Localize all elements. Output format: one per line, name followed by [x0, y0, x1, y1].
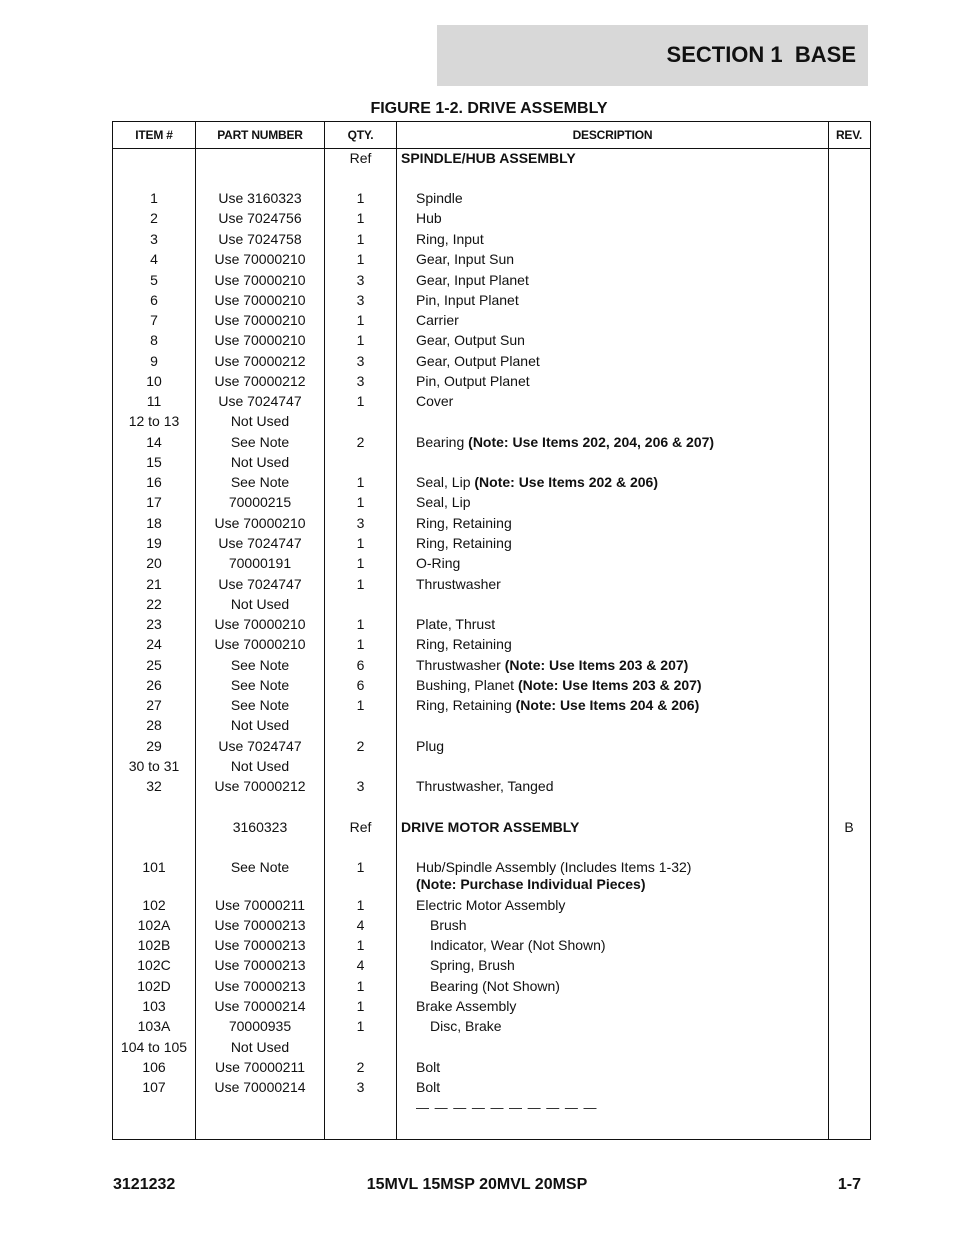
item-number-cell: 1 — [150, 190, 158, 206]
table-row — [113, 373, 870, 389]
table-row — [113, 190, 870, 206]
description-cell — [416, 393, 453, 409]
item-number-cell: 32 — [146, 778, 162, 794]
table-row — [113, 596, 870, 612]
table-row — [113, 393, 870, 409]
qty-cell: 2 — [356, 1059, 365, 1075]
item-number-cell: 28 — [146, 717, 162, 733]
description-cell — [416, 494, 470, 510]
description-text: Cover — [416, 393, 454, 409]
part-number-cell: Use 70000210 — [214, 616, 306, 632]
description-note: (Note: Use Items 202 & 206) — [474, 474, 659, 490]
part-number-cell: Use 70000213 — [214, 957, 306, 973]
description-text: Indicator, Wear (Not Shown) — [430, 937, 606, 953]
qty-cell: 1 — [356, 937, 365, 953]
description-text: Brake Assembly — [416, 998, 517, 1014]
part-number-cell: Use 70000210 — [214, 292, 306, 308]
item-number-cell: 106 — [142, 1059, 166, 1075]
table-row — [113, 937, 870, 953]
item-number-cell: 18 — [146, 515, 162, 531]
qty-cell: 4 — [356, 957, 365, 973]
description-cell — [416, 616, 495, 632]
table-row — [113, 494, 870, 510]
description-cell — [401, 819, 579, 835]
table-row — [113, 251, 870, 267]
qty-cell: 1 — [356, 978, 365, 994]
table-row — [113, 758, 870, 774]
description-text: Ring, Retaining — [416, 515, 512, 531]
description-text: Brush — [430, 917, 467, 933]
part-number-cell: Use 70000213 — [214, 937, 306, 953]
description-cell — [416, 515, 512, 531]
description-text: Bolt — [416, 1059, 441, 1075]
description-text: O-Ring — [416, 555, 461, 571]
qty-cell: 1 — [356, 393, 365, 409]
table-row — [113, 897, 870, 913]
part-number-cell: See Note — [230, 859, 290, 875]
part-number-cell: Not Used — [230, 1039, 290, 1055]
part-number-cell: 3160323 — [232, 819, 288, 835]
description-text: Ring, Input — [416, 231, 484, 247]
column-header-part-number: PART NUMBER — [217, 128, 303, 142]
section-header-box — [437, 25, 868, 86]
item-number-cell: 103A — [137, 1018, 171, 1034]
item-number-cell: 102C — [137, 957, 171, 973]
part-number-cell: Use 70000211 — [214, 1059, 306, 1075]
qty-cell: 1 — [356, 998, 365, 1014]
description-cell — [416, 738, 444, 754]
item-number-cell: 23 — [146, 616, 162, 632]
description-cell — [416, 373, 530, 389]
description-text: Plug — [416, 738, 445, 754]
description-text: Pin, Input Planet — [416, 292, 519, 308]
table-row — [113, 272, 870, 288]
table-row — [113, 353, 870, 369]
item-number-cell: 26 — [146, 677, 162, 693]
description-cell — [430, 957, 515, 973]
description-text: Thrustwasher, Tanged — [416, 778, 554, 794]
item-number-cell: 104 to 105 — [120, 1039, 188, 1055]
item-number-cell: 6 — [150, 292, 158, 308]
description-cell — [416, 312, 459, 328]
description-cell — [416, 636, 512, 652]
table-row — [113, 957, 870, 973]
description-cell — [416, 576, 501, 592]
qty-cell: 1 — [356, 312, 365, 328]
description-text: Plate, Thrust — [416, 616, 496, 632]
description-cell — [416, 657, 688, 673]
part-number-cell: Not Used — [230, 413, 290, 429]
description-note-line: (Note: Purchase Individual Pieces) — [416, 876, 646, 892]
qty-cell: 3 — [356, 292, 365, 308]
rev-cell: B — [844, 819, 854, 835]
item-number-cell: 16 — [146, 474, 162, 490]
column-header-qty: QTY. — [347, 128, 374, 142]
part-number-cell: Use 70000213 — [214, 917, 306, 933]
description-text: Thrustwasher — [416, 657, 505, 673]
table-row — [113, 819, 870, 835]
qty-cell: 1 — [356, 210, 365, 226]
description-text: Electric Motor Assembly — [416, 897, 566, 913]
description-cell — [416, 272, 529, 288]
footer-page-number: 1-7 — [837, 1176, 861, 1193]
item-number-cell: 102 — [142, 897, 166, 913]
description-text: Seal, Lip — [416, 474, 475, 490]
description-text: DRIVE MOTOR ASSEMBLY — [401, 819, 580, 835]
description-cell — [416, 210, 442, 226]
part-number-cell: 70000935 — [228, 1018, 292, 1034]
item-number-cell: 4 — [150, 251, 158, 267]
item-number-cell: 11 — [146, 393, 162, 409]
table-row — [113, 292, 870, 308]
description-cell — [416, 677, 702, 693]
table-row — [113, 454, 870, 470]
table-row — [113, 515, 870, 531]
table-row — [113, 1059, 870, 1075]
description-cell — [430, 937, 606, 953]
qty-cell: 4 — [356, 917, 365, 933]
item-number-cell: 5 — [150, 272, 158, 288]
item-number-cell: 22 — [146, 596, 162, 612]
table-row — [113, 555, 870, 571]
item-number-cell: 20 — [146, 555, 162, 571]
qty-cell: 1 — [356, 697, 365, 713]
qty-cell: Ref — [349, 819, 372, 835]
description-text: Ring, Retaining — [416, 535, 512, 551]
description-cell — [416, 535, 512, 551]
description-text: Hub — [416, 210, 442, 226]
description-cell — [430, 978, 560, 994]
item-number-cell: 103 — [142, 998, 166, 1014]
table-row — [113, 677, 870, 693]
table-row — [113, 917, 870, 933]
item-number-cell: 14 — [146, 434, 162, 450]
part-number-cell: See Note — [230, 657, 290, 673]
item-number-cell: 27 — [146, 697, 162, 713]
part-number-cell: Use 70000211 — [214, 897, 306, 913]
description-cell — [416, 859, 691, 875]
description-cell — [430, 917, 467, 933]
item-number-cell: 15 — [146, 454, 162, 470]
item-number-cell: 10 — [146, 373, 162, 389]
qty-cell: 1 — [356, 535, 365, 551]
description-text: Pin, Output Planet — [416, 373, 530, 389]
description-text: Bearing — [416, 434, 469, 450]
description-text: Carrier — [416, 312, 459, 328]
table-row — [113, 978, 870, 994]
item-number-cell: 19 — [146, 535, 162, 551]
item-number-cell: 102A — [137, 917, 171, 933]
qty-cell: 3 — [356, 373, 365, 389]
end-of-list-dashes: — — — — — — — — — — — [416, 1100, 598, 1115]
table-row — [113, 859, 870, 892]
description-note: (Note: Use Items 203 & 207) — [517, 677, 702, 693]
qty-cell: 1 — [356, 1018, 365, 1034]
table-row — [113, 210, 870, 226]
qty-cell: 1 — [356, 636, 365, 652]
table-row — [113, 778, 870, 794]
part-number-cell: Use 7024758 — [218, 231, 302, 247]
part-number-cell: Use 7024756 — [218, 210, 302, 226]
item-number-cell: 24 — [146, 636, 162, 652]
table-row — [113, 312, 870, 328]
parts-table — [112, 121, 871, 1140]
part-number-cell: Use 70000212 — [214, 373, 306, 389]
qty-cell: 1 — [356, 555, 365, 571]
figure-title: FIGURE 1-2. DRIVE ASSEMBLY — [370, 100, 608, 117]
description-cell — [416, 251, 514, 267]
item-number-cell: 21 — [146, 576, 162, 592]
description-cell — [416, 434, 714, 450]
description-text: Gear, Input Planet — [416, 272, 529, 288]
description-cell — [416, 998, 516, 1014]
table-row — [113, 1018, 870, 1034]
qty-cell: 3 — [356, 272, 365, 288]
qty-cell: 1 — [356, 190, 365, 206]
table-row — [113, 474, 870, 490]
part-number-cell: Not Used — [230, 596, 290, 612]
qty-cell: 1 — [356, 332, 365, 348]
table-row — [113, 998, 870, 1014]
item-number-cell: 102B — [137, 937, 171, 953]
qty-cell: 1 — [356, 576, 365, 592]
item-number-cell: 8 — [150, 332, 158, 348]
column-header-description: DESCRIPTION — [572, 128, 653, 142]
item-number-cell: 30 to 31 — [128, 758, 180, 774]
item-number-cell: 7 — [150, 312, 158, 328]
part-number-cell: See Note — [230, 474, 290, 490]
qty-cell: 1 — [356, 616, 365, 632]
header-divider — [113, 148, 870, 149]
part-number-cell: See Note — [230, 434, 290, 450]
footer-models: 15MVL 15MSP 20MVL 20MSP — [366, 1176, 588, 1193]
description-text: Ring, Retaining — [416, 697, 516, 713]
description-cell — [416, 231, 484, 247]
item-number-cell: 9 — [150, 353, 158, 369]
part-number-cell: Use 70000214 — [214, 1079, 306, 1095]
description-cell — [416, 292, 519, 308]
part-number-cell: See Note — [230, 677, 290, 693]
qty-cell: 2 — [356, 434, 365, 450]
item-number-cell: 25 — [146, 657, 162, 673]
qty-cell: 1 — [356, 251, 365, 267]
part-number-cell: Use 7024747 — [218, 393, 302, 409]
part-number-cell: Not Used — [230, 758, 290, 774]
description-text: Bolt — [416, 1079, 441, 1095]
column-header-item: ITEM # — [135, 128, 173, 142]
description-text: Thrustwasher — [416, 576, 501, 592]
description-text: Bearing (Not Shown) — [430, 978, 560, 994]
description-cell — [416, 697, 699, 713]
qty-cell: 1 — [356, 859, 365, 875]
table-row — [113, 1039, 870, 1055]
qty-cell: 3 — [356, 1079, 365, 1095]
qty-cell: 1 — [356, 474, 365, 490]
description-text: Ring, Retaining — [416, 636, 512, 652]
part-number-cell: Not Used — [230, 717, 290, 733]
description-text: Spindle — [416, 190, 463, 206]
table-row — [113, 231, 870, 247]
description-text: Gear, Output Sun — [416, 332, 525, 348]
part-number-cell: Use 70000210 — [214, 312, 306, 328]
footer-manual-number: 3121232 — [113, 1176, 176, 1193]
description-text: Spring, Brush — [430, 957, 515, 973]
qty-cell: 1 — [356, 897, 365, 913]
description-text: Gear, Input Sun — [416, 251, 515, 267]
item-number-cell: 107 — [142, 1079, 166, 1095]
description-cell — [416, 1079, 440, 1095]
description-cell — [401, 150, 576, 166]
description-cell — [416, 332, 525, 348]
table-row — [113, 535, 870, 551]
table-row — [113, 636, 870, 652]
item-number-cell: 29 — [146, 738, 162, 754]
item-number-cell: 3 — [150, 231, 158, 247]
table-row — [113, 738, 870, 754]
part-number-cell: Use 70000213 — [214, 978, 306, 994]
table-row — [113, 1079, 870, 1095]
column-header-rev: REV. — [835, 128, 863, 142]
description-cell — [416, 474, 658, 490]
item-number-cell: 17 — [146, 494, 162, 510]
part-number-cell: Use 7024747 — [218, 535, 302, 551]
part-number-cell: 70000215 — [228, 494, 292, 510]
item-number-cell: 102D — [137, 978, 171, 994]
part-number-cell: Use 70000214 — [214, 998, 306, 1014]
qty-cell: Ref — [349, 150, 372, 166]
description-cell — [416, 190, 463, 206]
part-number-cell: Use 70000210 — [214, 272, 306, 288]
part-number-cell: Use 70000212 — [214, 353, 306, 369]
table-row — [113, 150, 870, 166]
description-cell — [416, 353, 540, 369]
qty-cell: 6 — [356, 677, 365, 693]
description-cell — [416, 778, 554, 794]
part-number-cell: Use 3160323 — [218, 190, 302, 206]
qty-cell: 6 — [356, 657, 365, 673]
item-number-cell: 101 — [142, 859, 166, 875]
description-cell — [416, 1059, 440, 1075]
description-note: (Note: Use Items 204 & 206) — [515, 697, 700, 713]
qty-cell: 2 — [356, 738, 365, 754]
description-cell — [416, 555, 460, 571]
part-number-cell: Use 70000212 — [214, 778, 306, 794]
table-row — [113, 657, 870, 673]
table-row — [113, 697, 870, 713]
description-text: SPINDLE/HUB ASSEMBLY — [401, 150, 576, 166]
table-row — [113, 434, 870, 450]
table-row — [113, 576, 870, 592]
qty-cell: 3 — [356, 353, 365, 369]
qty-cell: 3 — [356, 778, 365, 794]
part-number-cell: 70000191 — [228, 555, 292, 571]
description-cell — [430, 1018, 502, 1034]
qty-cell: 1 — [356, 231, 365, 247]
item-number-cell: 2 — [150, 210, 158, 226]
qty-cell: 1 — [356, 494, 365, 510]
part-number-cell: Not Used — [230, 454, 290, 470]
description-cell — [416, 897, 565, 913]
table-row — [113, 332, 870, 348]
table-row — [113, 413, 870, 429]
description-note: (Note: Use Items 203 & 207) — [504, 657, 689, 673]
part-number-cell: See Note — [230, 697, 290, 713]
description-text: Disc, Brake — [430, 1018, 502, 1034]
part-number-cell: Use 70000210 — [214, 251, 306, 267]
table-row — [113, 616, 870, 632]
part-number-cell: Use 70000210 — [214, 515, 306, 531]
description-text: Bushing, Planet — [416, 677, 518, 693]
description-text: Hub/Spindle Assembly (Includes Items 1-32) — [416, 859, 692, 875]
description-note: (Note: Use Items 202, 204, 206 & 207) — [468, 434, 715, 450]
description-text: Seal, Lip — [416, 494, 471, 510]
part-number-cell: Use 7024747 — [218, 738, 302, 754]
part-number-cell: Use 70000210 — [214, 636, 306, 652]
item-number-cell: 12 to 13 — [128, 413, 180, 429]
description-text: Gear, Output Planet — [416, 353, 540, 369]
qty-cell: 3 — [356, 515, 365, 531]
table-row — [113, 717, 870, 733]
part-number-cell: Use 7024747 — [218, 576, 302, 592]
section-title: SECTION 1 BASE — [666, 42, 856, 67]
part-number-cell: Use 70000210 — [214, 332, 306, 348]
